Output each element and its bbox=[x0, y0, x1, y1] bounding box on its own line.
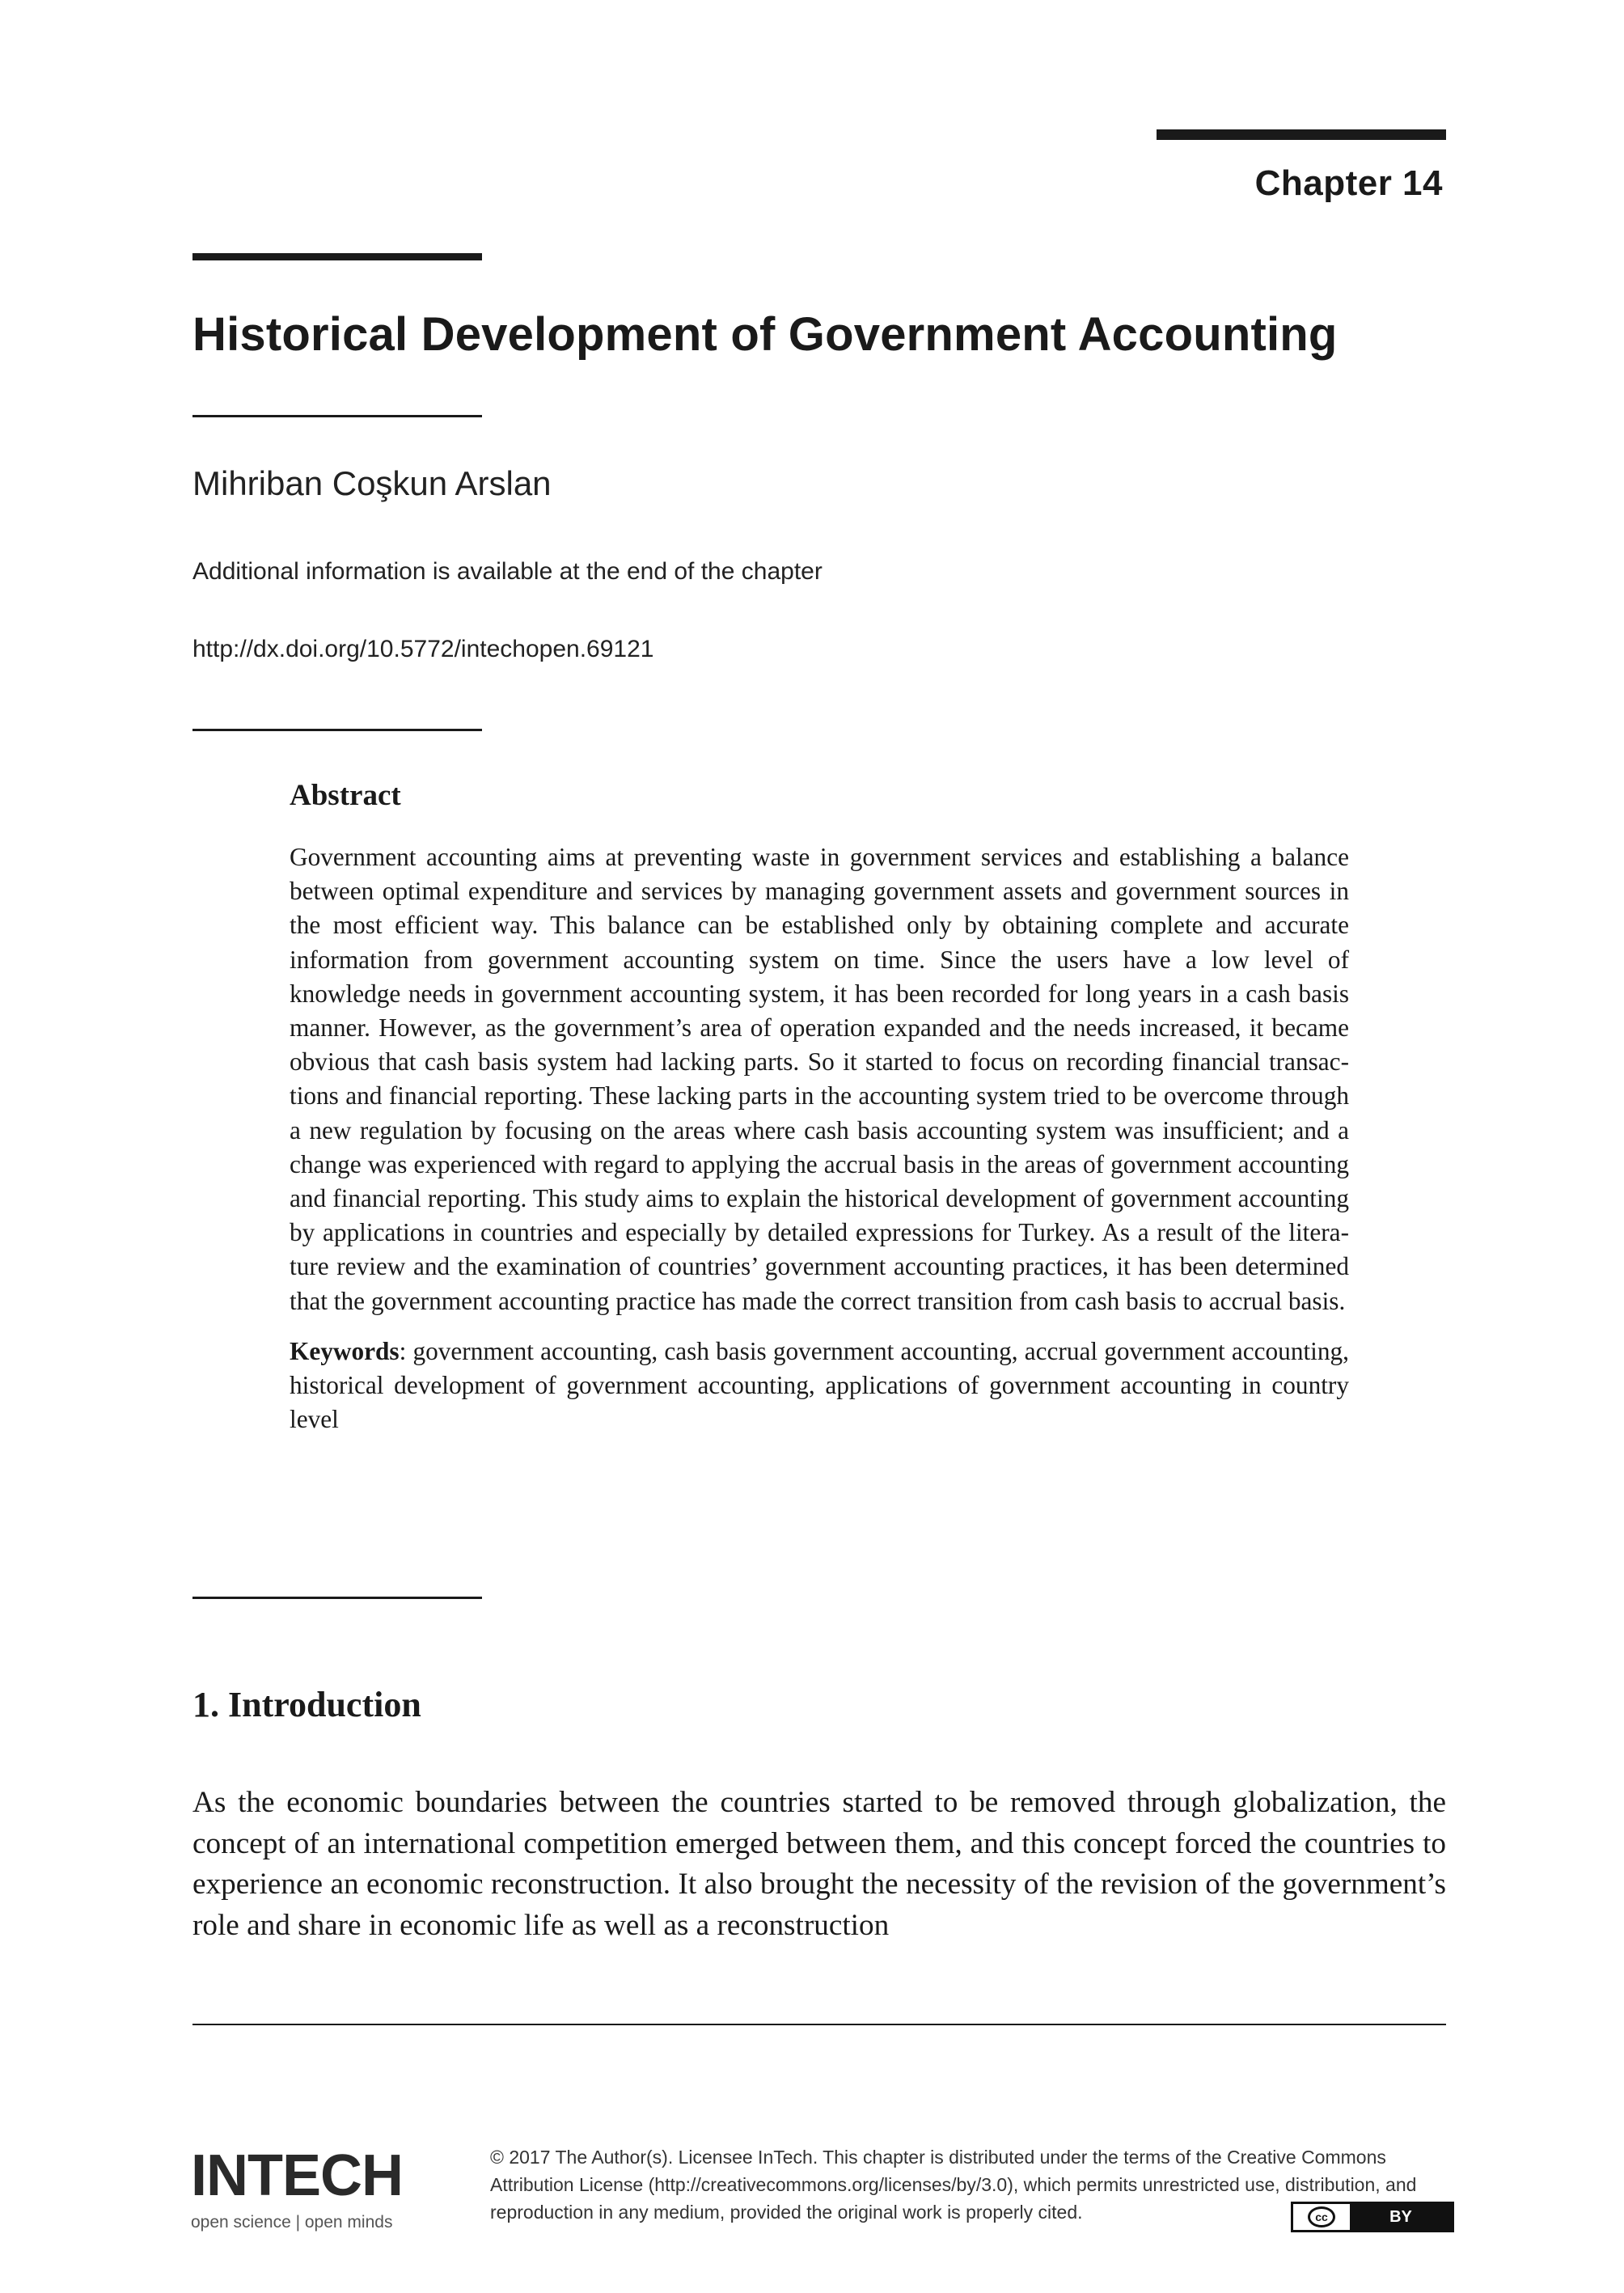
intech-logo bbox=[191, 2143, 403, 2232]
footer-rule bbox=[192, 2024, 1446, 2025]
doi-bottom-rule bbox=[192, 729, 482, 731]
abstract-section bbox=[290, 778, 1349, 1436]
keywords-text: : government accounting, cash basis government accounting, accrual government accounting, historical development of government accounting, applications of government accounting in country level bbox=[290, 1336, 1349, 1434]
by-label: BY bbox=[1350, 2204, 1452, 2230]
abstract-bottom-rule bbox=[192, 1597, 482, 1599]
cc-icon bbox=[1293, 2204, 1350, 2230]
logo-wordmark: INTECH bbox=[191, 2143, 403, 2208]
additional-info-note: Additional information is available at the end of the chapter bbox=[192, 558, 823, 585]
cc-by-badge[interactable] bbox=[1291, 2202, 1454, 2232]
introduction-heading: 1. Introduction bbox=[192, 1685, 421, 1724]
keywords bbox=[290, 1335, 1349, 1437]
abstract-text: Government accounting aims at preventing waste in government services and establishing a balance between optimal expenditure and services by managing government assets and government sources in the most efficient way. This balance can be established only by obtaining complete and accurate information from government accounting system on time. Since the users have a low level of knowledge needs in government accounting system, it has been recorded for long years in a cash basis manner. However, as the government’s area of operation expanded and the needs increased, it became obvious that cash basis system had lacking parts. So it started to focus on recording financial transactions and financial reporting. These lacking parts in the accounting system tried to be overcome through a new regulation by focusing on the areas where cash basis accounting system was insufficient; and a change was experienced with regard to applying the accrual basis in the areas of government accounting and financial reporting. This study aims to explain the historical development of government accounting by applications in countries and especially by detailed expressions for Turkey. As a result of the literature review and the examination of countries’ government accounting practices, it has been determined that the government accounting practice has made the correct transition from cash basis to accrual basis. bbox=[290, 843, 1349, 1315]
title-bottom-rule bbox=[192, 415, 482, 417]
chapter-top-rule bbox=[1157, 129, 1446, 140]
cc-circle: cc bbox=[1308, 2206, 1335, 2227]
chapter-title: Historical Development of Government Accounting bbox=[192, 308, 1338, 361]
title-top-rule bbox=[192, 253, 482, 260]
license-text: © 2017 The Author(s). Licensee InTech. This chapter is distributed under the terms of the Creative Commons Attribution License (http://creativecommons.org/licenses/by/3.0), which permits unrestricted use, distribution, and reproduction in any medium, provided the original work is properly cited. bbox=[490, 2147, 1417, 2223]
introduction-text: As the economic boundaries between the countries started to be removed through globalization, the concept of an international competition emerged between them, and this concept forced the countries to experience an economic reconstruction. It also brought the necessity of the revision of the government’s role and share in economic life as well as a reconstruction bbox=[192, 1786, 1446, 1942]
author-name: Mihriban Coşkun Arslan bbox=[192, 464, 552, 502]
keywords-label: Keywords bbox=[290, 1336, 400, 1365]
logo-tagline: open science | open minds bbox=[191, 2213, 393, 2232]
chapter-label: Chapter 14 bbox=[1254, 163, 1443, 203]
abstract-heading: Abstract bbox=[290, 779, 401, 812]
doi-link[interactable]: http://dx.doi.org/10.5772/intechopen.69121 bbox=[192, 636, 654, 662]
